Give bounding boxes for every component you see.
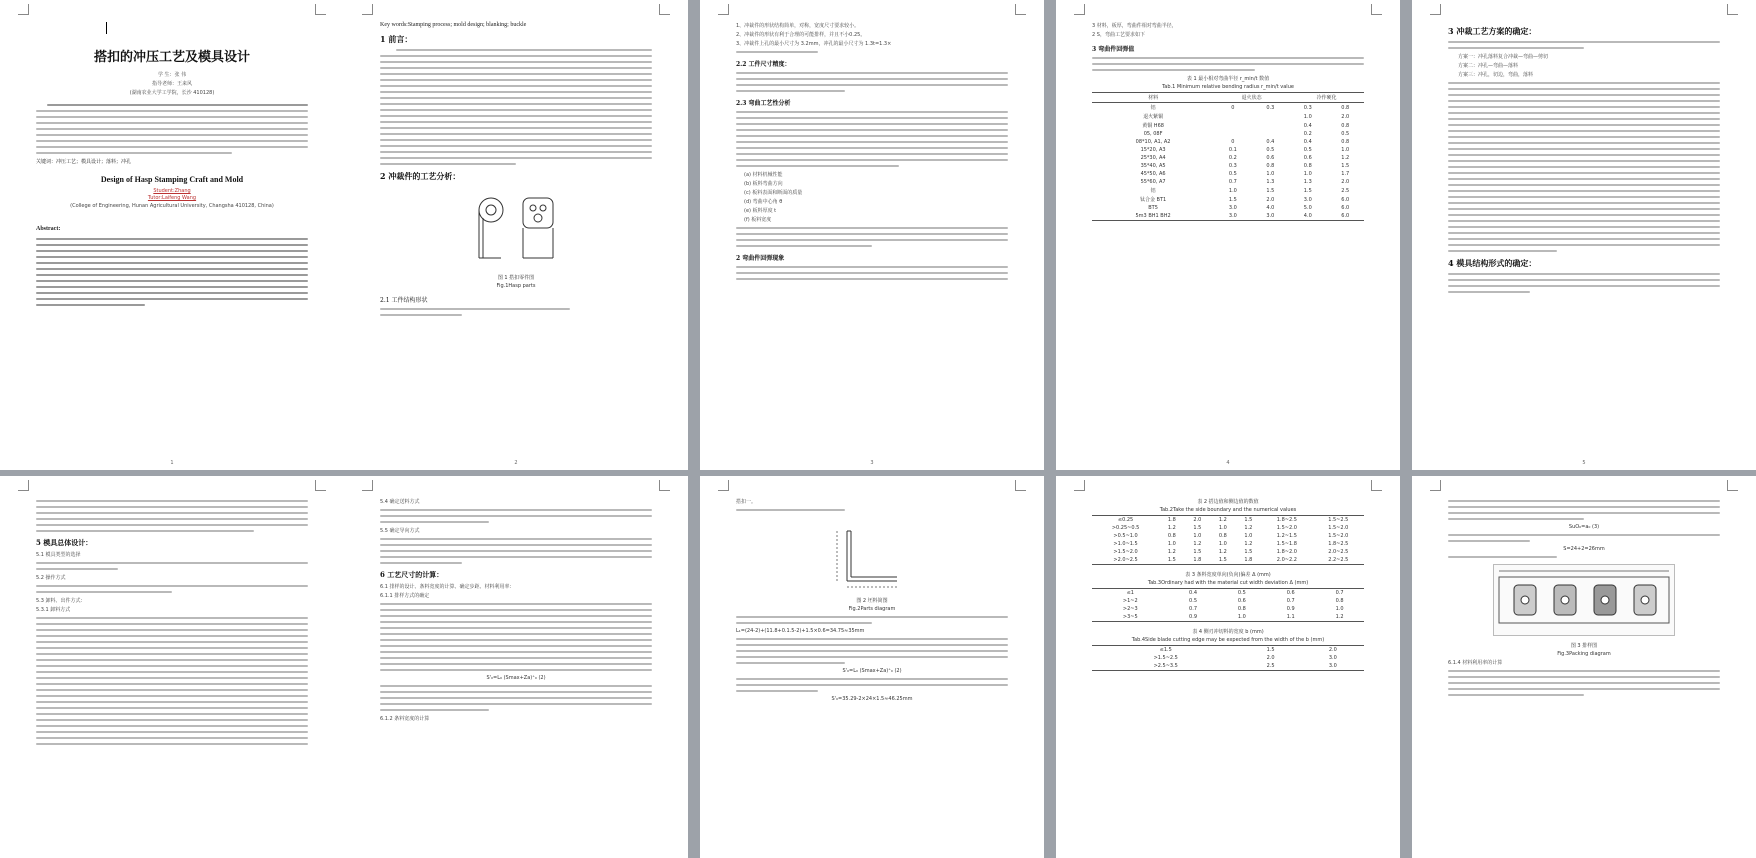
figure-hasp-part (461, 188, 571, 268)
list-item: (f) 板料宽度 (744, 217, 772, 223)
crop-mark (718, 4, 729, 15)
option-line: 方案三：冲孔，切边，弯曲，落料 (1458, 72, 1534, 78)
section-heading: 2 冲裁件的工艺分析： (380, 171, 461, 181)
table-row (1092, 121, 1364, 130)
table-title-en: Tab.1 Minimum relative bending radius r_min/t value (1162, 84, 1294, 90)
table-cell: 1.8~2.5 (1261, 516, 1312, 525)
table-cell: 1.5 (1210, 556, 1236, 565)
list-item: 1、冲裁件的形状结构简单，对称，宽度尺寸要求较小。 (736, 23, 860, 29)
table-cell: 0.8 (1326, 103, 1364, 113)
table-cell: 1.8~2.0 (1276, 549, 1297, 555)
crop-mark (659, 4, 670, 15)
table-cell: 2.5 (1239, 662, 1301, 671)
table-row (1092, 613, 1364, 622)
table-row (1092, 597, 1364, 605)
list-item: (a) 材料机械性能 (744, 172, 783, 178)
table-cell: 1.5 (1159, 556, 1185, 565)
crop-mark (1430, 4, 1441, 15)
table-cell: 0 (1231, 139, 1235, 145)
table-cell: 2.0 (1266, 196, 1275, 203)
table-title-en: Tab.3Ordinary had with the material cut width deviation Δ (mm) (1147, 580, 1309, 586)
table-cell: 0.6 (1303, 155, 1312, 161)
formula: S'₀=L₀ (Smax+Za)⁺₀ (2) (486, 675, 546, 681)
table-cell: 1.0 (1244, 533, 1253, 539)
crop-mark (1430, 480, 1441, 491)
table-cell: 6.0 (1341, 205, 1350, 211)
table-cell: 4.0 (1289, 212, 1326, 221)
table-row (1092, 154, 1364, 162)
crop-mark (362, 480, 373, 491)
table-cell: 0.4 (1266, 139, 1275, 145)
figure-caption: 图 2 坯料简图 (856, 598, 888, 604)
table-row (1092, 662, 1364, 671)
table-cell: 1.0 (1167, 541, 1176, 547)
table-cell: 1.5 (1266, 187, 1275, 194)
table-cell: 0.9 (1169, 613, 1218, 622)
crop-mark (1074, 4, 1085, 15)
table-header: 材料 (1092, 93, 1214, 103)
bending-radius-table (1092, 92, 1364, 221)
page-number: 1 (170, 460, 174, 466)
table-cell: 6.0 (1341, 196, 1350, 203)
table-row (1092, 532, 1364, 540)
table-cell: 0.6 (1237, 598, 1246, 604)
table-cell: 5.0 (1303, 205, 1312, 211)
table-row (1092, 548, 1364, 556)
document-page-6 (0, 476, 344, 858)
table-row (1092, 204, 1364, 212)
table-cell: 1.5 (1239, 646, 1301, 655)
table-cell (1252, 130, 1289, 138)
table-title: 表 1 最小相对弯曲半径 r_min/t 数值 (1186, 76, 1270, 82)
table-cell: 25*30, A4 (1140, 155, 1166, 161)
advisor-line: 指导老师：王来风 (151, 81, 192, 87)
section-heading: 2 弯曲件回弹现象 (736, 255, 785, 262)
table-cell: 2.0 (1341, 113, 1350, 120)
crop-mark (18, 480, 29, 491)
body-line: 2 S，弯曲工艺要求如下 (1092, 32, 1145, 38)
subsection-heading: 2.1 工件结构形状 (380, 297, 428, 304)
table-header: 退火状态 (1214, 93, 1289, 103)
table-cell: 15*20, A3 (1140, 147, 1166, 153)
table-cell: 1.2 (1167, 549, 1176, 555)
table-cell: 3.0 (1302, 662, 1364, 671)
crop-mark (1727, 480, 1738, 491)
table-cell: >2~3 (1122, 606, 1138, 612)
table-row (1092, 540, 1364, 548)
section-heading: 3 弯曲件回弹值 (1092, 46, 1135, 53)
table-cell: 0.5 (1266, 147, 1275, 153)
list-item: (e) 板料厚度 t (744, 208, 777, 214)
table-cell: 0.6 (1266, 589, 1315, 598)
crop-mark (718, 480, 729, 491)
table-cell: 1.5 (1193, 549, 1202, 555)
table-cell: 1.0 (1335, 606, 1344, 612)
table-row (1092, 186, 1364, 195)
table-cell: 0.7 (1315, 589, 1364, 598)
table-row (1092, 178, 1364, 186)
table-cell: 1.5 (1244, 549, 1253, 555)
table-cell: 1.2 (1167, 525, 1176, 531)
page-number: 3 (870, 460, 874, 466)
table-cell: 0.5 (1228, 171, 1237, 177)
table-row (1092, 130, 1364, 138)
section-heading: 3 冲裁工艺方案的确定： (1448, 26, 1537, 36)
subsection-heading: 6.1.2 条料宽度的计算 (380, 716, 430, 722)
subsection-heading: 5.4 确定送料方式 (380, 499, 420, 505)
option-line: 方案一：冲孔落料复合冲裁—弯曲—剪切 (1458, 54, 1549, 60)
list-item: 3、冲裁件上孔的最小尺寸为 3.2mm，冲孔的最小尺寸为 1.3t=1.3× (736, 41, 892, 47)
table-cell: >2.5~3.5 (1092, 662, 1239, 671)
table-body (1092, 646, 1364, 671)
table-cell: 1.5~2.5 (1313, 516, 1364, 525)
table-cell: 1.0 (1217, 613, 1266, 622)
table-cell: 2.0~2.5 (1328, 549, 1349, 555)
table-title-en: Tab.2Take the side boundary and the numerical values (1159, 507, 1297, 513)
table-cell: 3.0 (1303, 196, 1312, 203)
paper-title: 搭扣的冲压工艺及模具设计 (93, 50, 250, 65)
section-heading: 6 工艺尺寸的计算： (380, 570, 444, 579)
table-cell: 3.0 (1252, 212, 1289, 221)
table-cell: >2.0~2.5 (1092, 556, 1159, 565)
table-row (1092, 605, 1364, 613)
table-row (1092, 212, 1364, 221)
table-cell: 0.8 (1218, 533, 1227, 539)
table-cell: 0 (1214, 103, 1251, 113)
table-cell: 2.0 (1302, 646, 1364, 655)
table-cell: 1.0 (1266, 171, 1275, 177)
hasp-part-drawing (461, 188, 571, 268)
table-cell: 0.8 (1303, 163, 1312, 169)
page-number: 5 (1582, 460, 1586, 466)
table-cell: 45*50, A6 (1140, 171, 1166, 177)
table-cell: 0.7 (1189, 606, 1197, 612)
subsection-heading: 6.1 排样的设计、条料宽度的计算、确定步距、材料利用率： (380, 584, 515, 590)
table-header: 冷作硬化 (1289, 93, 1364, 103)
abstract-cn (36, 104, 308, 154)
subsection-heading: 5.2 操作方式 (36, 575, 66, 581)
option-line: 方案二：冲孔—弯曲—落料 (1458, 63, 1519, 69)
table-cell: >3~5 (1092, 613, 1169, 622)
table-cell: 0.8 (1237, 606, 1246, 612)
table-cell: 0.8 (1341, 139, 1350, 145)
table-cell: 1.3 (1303, 179, 1312, 185)
text-cursor (106, 22, 107, 34)
side-blade-table (1092, 645, 1364, 671)
table-cell: 0.5 (1303, 147, 1312, 153)
table-cell: 0.3 (1289, 103, 1326, 113)
table-row (1092, 170, 1364, 178)
keywords-cn: 关键词：冲压工艺；模具设计；落料；冲孔 (36, 160, 132, 165)
formula: SuO₀=a₀ (3) (1568, 524, 1600, 530)
table-cell (1214, 121, 1251, 130)
section-heading: 2.3 弯曲工艺性分析 (736, 100, 791, 107)
page-number: 4 (1226, 460, 1230, 466)
body-line: 3 材料，板厚，弯曲件相对弯曲半径， (1092, 23, 1177, 29)
formula: L₁=(24-2)+(11.8+0.1.5-2)+1.5×0.6=34.75≈35mm (736, 628, 865, 634)
subsection-heading: 5.5 确定导向方式 (380, 528, 420, 534)
table-cell: 0.4 (1303, 122, 1312, 129)
table-cell (1252, 112, 1289, 121)
table-row (1092, 103, 1364, 113)
blank-shape-drawing (827, 521, 917, 591)
body-text (380, 49, 652, 165)
table-cell: 1.5~2.0 (1328, 533, 1349, 539)
table-cell: 1.8 (1185, 556, 1211, 565)
subsection-heading: 5.3 卸料、出件方式： (36, 598, 86, 604)
document-page-1 (0, 0, 344, 470)
document-page-7 (344, 476, 688, 858)
table-cell: 钛合金 BT1 (1139, 197, 1167, 203)
table-cell: 退火紫铜 (1143, 114, 1164, 120)
affiliation: (湖南农业大学工学院，长沙 410128) (129, 90, 215, 96)
table-cell: >1.5~2.0 (1113, 549, 1138, 555)
table-cell: 1.0 (1303, 113, 1312, 120)
table-cell: 1.8 (1236, 556, 1262, 565)
subsection-heading: 6.1.4 材料利用率的计算 (1448, 660, 1503, 666)
crop-mark (1371, 4, 1382, 15)
table-cell: >1.5~2.5 (1153, 655, 1178, 661)
table-cell: 0.2 (1303, 131, 1312, 137)
formula: S'₀=L₀ (Smax+Za)⁺₀ (2) (842, 668, 902, 674)
figure-caption: 图 1 搭扣零件图 (497, 275, 535, 281)
table-cell: 3.0 (1328, 655, 1337, 661)
table-cell: 55*60, A7 (1140, 179, 1166, 185)
table-cell: 1.2 (1244, 541, 1253, 547)
factor-list (744, 171, 1008, 223)
table-row (1092, 589, 1364, 598)
figure-caption: 图 3 排样图 (1570, 643, 1598, 649)
strip-width-table (1092, 588, 1364, 622)
table-row (1092, 646, 1364, 655)
table-cell: 05, 08F (1143, 131, 1163, 137)
table-row (1092, 162, 1364, 170)
document-page-8 (700, 476, 1044, 858)
formula: S'₀=35.29-2×24×1.5≈46.25mm (831, 696, 913, 702)
table-cell: 1.5 (1341, 163, 1350, 169)
paper-title-en: Design of Hasp Stamping Craft and Mold (100, 175, 244, 184)
subsection-heading: 6.1.1 排样方式的确定 (380, 593, 430, 599)
list-item: (c) 板料表面和断面的质量 (744, 190, 803, 196)
figure-blank-diagram (827, 521, 917, 591)
table-cell: 1.5~1.8 (1276, 541, 1297, 547)
table-cell (1214, 130, 1251, 138)
subsection-heading: 5.3.1 卸料方式 (36, 607, 71, 613)
section-heading: 1 前言： (380, 34, 413, 44)
table-cell: 0.5 (1341, 131, 1350, 137)
author-line: 学 生：张 伟 (157, 72, 187, 78)
table-cell: 1.0 (1193, 533, 1202, 539)
table-cell (1214, 112, 1251, 121)
crop-mark (18, 4, 29, 15)
document-page-4 (1056, 0, 1400, 470)
table-cell: 1.1 (1266, 613, 1315, 622)
table-cell: 0.7 (1286, 598, 1295, 604)
table-cell: 1.0 (1303, 171, 1312, 177)
table-cell: 0.8 (1167, 533, 1176, 539)
crop-mark (1015, 4, 1026, 15)
table-row (1092, 524, 1364, 532)
table-cell: 5m3 BH1 BH2 (1092, 212, 1214, 221)
figure-caption-en: Fig.1Hasp parts (496, 283, 536, 289)
document-page-5 (1412, 0, 1756, 470)
table-cell: 0.8 (1335, 598, 1344, 604)
table-row (1092, 556, 1364, 565)
table-body (1092, 516, 1364, 565)
table-body (1092, 103, 1364, 221)
table-row (1092, 112, 1364, 121)
list-item: (d) 弯曲中心角 θ (744, 199, 783, 205)
affiliation-en: (College of Engineering, Hunan Agricultural University, Changsha 410128, China) (70, 203, 274, 209)
table-cell: 0.7 (1228, 179, 1237, 185)
table-cell: 1.2 (1193, 541, 1202, 547)
table-cell: 1.5~2.0 (1328, 525, 1349, 531)
table-row (1092, 516, 1364, 525)
crop-mark (1371, 480, 1382, 491)
table-cell: 08*10, A1, A2 (1135, 139, 1171, 145)
table-cell: 1.7 (1341, 171, 1350, 177)
table-cell: 1.2 (1315, 613, 1364, 622)
section-heading: 5 模具总体设计： (36, 538, 93, 547)
table-cell: 1.2~1.5 (1276, 533, 1297, 539)
subsection-heading: 5.1 模具类型的选择 (36, 552, 81, 558)
crop-mark (362, 4, 373, 15)
table-cell: >1.0~1.5 (1113, 541, 1138, 547)
table-row (1092, 138, 1364, 146)
table-cell: >1~2 (1122, 598, 1138, 604)
table-body (1092, 589, 1364, 622)
table-cell: BT5 (1148, 205, 1158, 211)
table-cell: 黄铜 H68 (1142, 123, 1164, 129)
table-cell: 0.2 (1228, 155, 1237, 161)
table-title: 表 4 侧刃冲切料的宽度 b (mm) (1192, 629, 1264, 635)
table-cell: 1.5~2.0 (1276, 525, 1297, 531)
crop-mark (659, 480, 670, 491)
table-cell: 0.8 (1266, 163, 1275, 169)
table-cell: 2.5 (1341, 187, 1350, 194)
table-cell: >0.25~0.5 (1111, 525, 1140, 531)
table-cell: 0.3 (1228, 163, 1237, 169)
abstract-en (36, 215, 308, 306)
overlap-table (1092, 515, 1364, 565)
table-cell: 1.0 (1341, 147, 1350, 153)
table-row (1092, 654, 1364, 662)
tutor-en: Tutor:Laifeng Wang (147, 195, 197, 201)
table-cell: 3.0 (1228, 205, 1237, 211)
section-heading: 4 模具结构形式的确定： (1448, 258, 1537, 268)
page-number: 2 (514, 460, 518, 466)
table-cell: 3.0 (1214, 212, 1251, 221)
table-cell: 1.5 (1193, 525, 1202, 531)
document-page-2 (344, 0, 688, 470)
table-cell: 0.4 (1169, 589, 1218, 598)
crop-mark (315, 480, 326, 491)
table-title-en: Tab.4Side blade cutting edge may be expected from the width of the b (mm) (1131, 637, 1325, 643)
document-page-9 (1056, 476, 1400, 858)
table-cell: 1.0 (1218, 541, 1227, 547)
table-cell: 0.5 (1189, 598, 1197, 604)
table-cell: ≤1.5 (1092, 646, 1239, 655)
abstract-en-label: Abstract: (36, 226, 61, 232)
document-page-3 (700, 0, 1044, 470)
crop-mark (1074, 480, 1085, 491)
table-cell: 0.6 (1266, 155, 1275, 161)
table-cell: 1.5 (1228, 196, 1237, 203)
table-cell (1252, 121, 1289, 130)
table-cell: 2.0 (1266, 655, 1275, 661)
table-cell: 1.5 (1303, 187, 1312, 194)
table-cell: 铝 (1150, 188, 1156, 194)
crop-mark (1727, 4, 1738, 15)
table-cell: 1.0 (1228, 187, 1237, 194)
table-cell: 2.0 (1341, 179, 1350, 185)
student-en: Student:Zhang (153, 188, 191, 194)
table-cell: 1.2 (1244, 525, 1253, 531)
table-cell: >0.5~1.0 (1113, 533, 1138, 539)
table-cell: 1.5 (1236, 516, 1262, 525)
figure-caption-en: Fig.2Parts diagram (848, 606, 896, 612)
table-cell: 0.1 (1228, 147, 1237, 153)
list-item: 2、冲裁件的形状有利于合理的可能排样，并且不小0.25。 (736, 32, 866, 38)
table-cell: 1.8 (1159, 516, 1185, 525)
table-cell: 0.9 (1286, 606, 1295, 612)
table-cell: 1.0 (1218, 525, 1227, 531)
table-cell: 6.0 (1326, 212, 1364, 221)
list-item: (b) 板料弯曲方向 (744, 181, 783, 187)
table-title: 表 2 搭边值和侧边值的数值 (1197, 499, 1259, 505)
table-row (1092, 146, 1364, 154)
keywords-en: Key words:Stamping process; mold design; blanking; buckle (380, 22, 527, 28)
table-cell: 2.0~2.2 (1261, 556, 1312, 565)
strip-layout-drawing (1494, 565, 1674, 635)
document-page-10 (1412, 476, 1756, 858)
table-title: 表 3 条料宽度单向(负向)偏差 Δ (mm) (1185, 572, 1271, 578)
table-cell: 铝 (1092, 103, 1214, 113)
crop-mark (315, 4, 326, 15)
table-cell: 0.4 (1303, 139, 1312, 145)
figure-strip-layout (1493, 564, 1675, 636)
table-cell: 1.2 (1218, 549, 1227, 555)
figure-caption-en: Fig.3Packing diagram (1557, 651, 1611, 657)
table-cell: 35*40, A5 (1140, 163, 1166, 169)
table-cell: 1.2 (1210, 516, 1236, 525)
table-row (1092, 195, 1364, 204)
table-cell: 2.2~2.5 (1313, 556, 1364, 565)
table-cell: 0.8 (1341, 122, 1350, 129)
table-cell: 2.0 (1185, 516, 1211, 525)
crop-mark (1015, 480, 1026, 491)
table-cell: 0.5 (1217, 589, 1266, 598)
body-line: 搭扣一。 (736, 499, 757, 505)
table-cell: ≤1 (1092, 589, 1169, 598)
table-cell: 1.2 (1341, 155, 1350, 161)
table-cell: 1.8~2.5 (1328, 541, 1349, 547)
table-cell: 1.3 (1266, 179, 1275, 185)
table-cell: ≤0.25 (1092, 516, 1159, 525)
table-cell: 0.3 (1252, 103, 1289, 113)
formula: S=24+2=26mm (1563, 546, 1605, 552)
section-heading: 2.2 工件尺寸精度： (736, 61, 791, 68)
table-cell: 4.0 (1266, 205, 1275, 211)
